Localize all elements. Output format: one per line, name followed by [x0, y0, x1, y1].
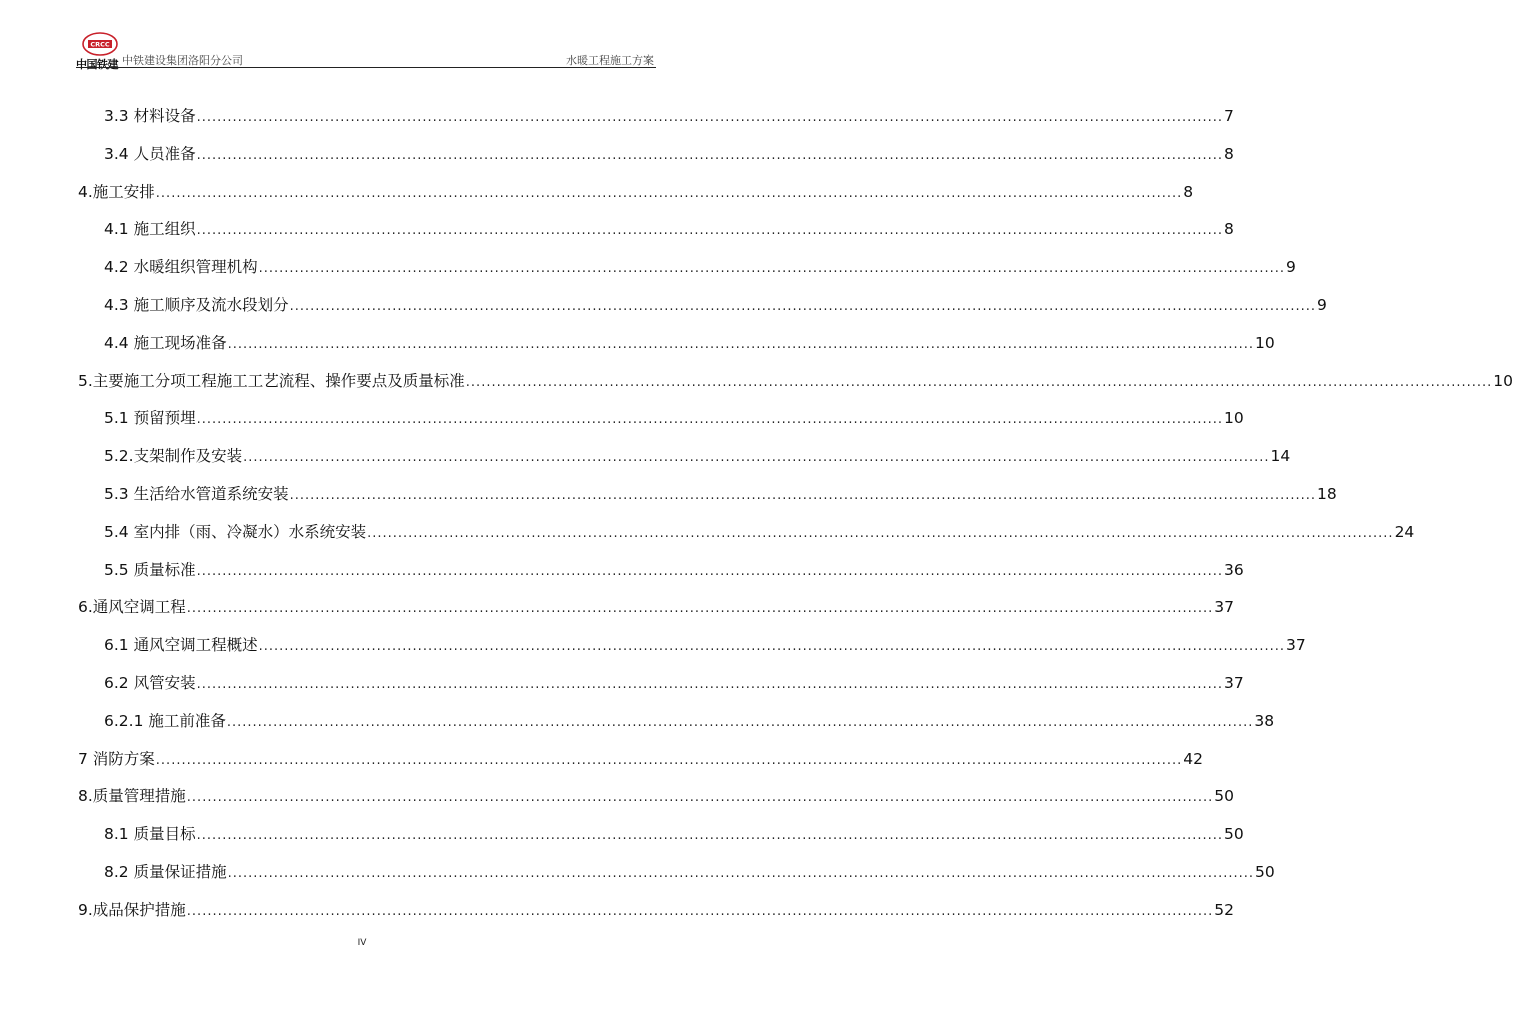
toc-entry-title: 3.4 人员准备: [104, 144, 196, 163]
toc-entry[interactable]: [78, 211, 1234, 249]
svg-text:CRCC: CRCC: [90, 40, 110, 49]
toc-dot-leader: ........................................................................................................................................................................................................: [465, 374, 1493, 390]
toc-entry[interactable]: [78, 400, 1244, 438]
toc-dot-leader: ........................................................................................................................................................................................................: [258, 261, 1286, 277]
toc-dot-leader: ........................................................................................................................................................................................................: [186, 903, 1214, 919]
toc-dot-leader: ........................................................................................................................................................................................................: [186, 601, 1214, 617]
toc-entry-page: 42: [1183, 749, 1203, 768]
toc-dot-leader: ........................................................................................................................................................................................................: [196, 563, 1224, 579]
toc-dot-leader: ........................................................................................................................................................................................................: [155, 185, 1183, 201]
toc-entry-page: 37: [1214, 598, 1234, 617]
toc-entry-page: 37: [1224, 673, 1244, 692]
toc-entry-page: 52: [1214, 900, 1234, 919]
header-divider: [76, 67, 656, 68]
toc-entry-page: 8: [1183, 182, 1194, 201]
toc-entry[interactable]: [78, 552, 1244, 590]
toc-entry-title: 5.4 室内排（雨、冷凝水）水系统安装: [104, 522, 367, 541]
table-of-contents: [78, 98, 1513, 930]
logo-text: 中国铁建: [76, 58, 118, 71]
toc-dot-leader: ........................................................................................................................................................................................................: [227, 336, 1255, 352]
toc-entry-title: 6.2.1 施工前准备: [104, 711, 226, 730]
toc-entry[interactable]: [78, 98, 1234, 136]
toc-entry-page: 50: [1214, 787, 1234, 806]
toc-entry-title: 8.1 质量目标: [104, 825, 196, 844]
toc-entry[interactable]: [78, 363, 1513, 401]
toc-dot-leader: ........................................................................................................................................................................................................: [227, 865, 1255, 881]
toc-entry-title: 8.质量管理措施: [78, 787, 186, 806]
toc-dot-leader: ........................................................................................................................................................................................................: [196, 147, 1224, 163]
toc-entry-page: 9: [1286, 258, 1296, 277]
toc-dot-leader: ........................................................................................................................................................................................................: [155, 752, 1183, 768]
toc-dot-leader: ........................................................................................................................................................................................................: [196, 223, 1224, 239]
toc-entry-page: 9: [1317, 295, 1327, 314]
toc-dot-leader: ........................................................................................................................................................................................................: [289, 298, 1317, 314]
toc-entry-title: 5.3 生活给水管道系统安装: [104, 484, 289, 503]
toc-entry[interactable]: [78, 778, 1234, 816]
crcc-logo: [76, 30, 126, 71]
toc-dot-leader: ........................................................................................................................................................................................................: [186, 790, 1214, 806]
toc-entry-title: 9.成品保护措施: [78, 900, 186, 919]
toc-entry-page: 50: [1224, 825, 1244, 844]
toc-entry[interactable]: [78, 892, 1234, 930]
toc-entry-page: 18: [1317, 484, 1337, 503]
toc-entry-title: 6.通风空调工程: [78, 598, 186, 617]
toc-dot-leader: ........................................................................................................................................................................................................: [243, 450, 1270, 466]
toc-entry-page: 36: [1224, 560, 1244, 579]
toc-dot-leader: ........................................................................................................................................................................................................: [196, 676, 1224, 692]
toc-entry-page: 8: [1224, 220, 1234, 239]
toc-dot-leader: ........................................................................................................................................................................................................: [196, 110, 1224, 125]
toc-entry[interactable]: [78, 249, 1296, 287]
toc-entry[interactable]: [78, 136, 1234, 174]
toc-entry-title: 5.5 质量标准: [104, 560, 196, 579]
toc-entry[interactable]: [78, 476, 1337, 514]
toc-entry[interactable]: [78, 627, 1306, 665]
toc-entry-page: 24: [1394, 522, 1415, 541]
toc-entry-title: 3.3 材料设备: [104, 107, 196, 125]
crcc-logo-icon: [82, 32, 118, 56]
toc-entry[interactable]: [78, 514, 1415, 552]
toc-entry-page: 10: [1255, 333, 1275, 352]
toc-entry[interactable]: [78, 665, 1244, 703]
toc-entry[interactable]: [78, 854, 1275, 892]
toc-entry-page: 14: [1270, 447, 1291, 466]
toc-entry-title: 4.2 水暖组织管理机构: [104, 258, 258, 277]
toc-entry-title: 5.2.支架制作及安装: [104, 447, 243, 466]
toc-dot-leader: ........................................................................................................................................................................................................: [196, 412, 1224, 428]
toc-entry[interactable]: [78, 438, 1291, 476]
document-title: 水暖工程施工方案: [566, 54, 654, 67]
toc-dot-leader: ........................................................................................................................................................................................................: [226, 714, 1254, 730]
toc-entry[interactable]: [78, 174, 1194, 212]
toc-entry-page: 10: [1224, 409, 1244, 428]
toc-dot-leader: ........................................................................................................................................................................................................: [258, 639, 1286, 655]
toc-entry-page: 50: [1255, 862, 1275, 881]
toc-entry-title: 6.1 通风空调工程概述: [104, 636, 258, 655]
toc-entry[interactable]: [78, 703, 1275, 741]
toc-dot-leader: ........................................................................................................................................................................................................: [289, 487, 1317, 503]
toc-entry[interactable]: [78, 325, 1275, 363]
toc-entry-title: 6.2 风管安装: [104, 673, 196, 692]
toc-entry-title: 4.施工安排: [78, 182, 155, 201]
toc-entry-page: 37: [1286, 636, 1306, 655]
toc-entry-title: 4.3 施工顺序及流水段划分: [104, 295, 289, 314]
toc-entry-title: 4.1 施工组织: [104, 220, 196, 239]
toc-entry[interactable]: [78, 589, 1234, 627]
toc-entry-page: 8: [1224, 144, 1234, 163]
toc-entry-title: 5.1 预留预埋: [104, 409, 196, 428]
toc-entry-title: 8.2 质量保证措施: [104, 862, 227, 881]
toc-entry[interactable]: [78, 741, 1203, 779]
toc-entry-page: 38: [1254, 711, 1275, 730]
toc-entry-page: 7: [1224, 107, 1234, 125]
page-number: IV: [357, 938, 367, 948]
company-name: 中铁建设集团洛阳分公司: [122, 54, 243, 67]
toc-dot-leader: ........................................................................................................................................................................................................: [367, 525, 1394, 541]
toc-entry-title: 7 消防方案: [78, 749, 155, 768]
toc-entry-title: 4.4 施工现场准备: [104, 333, 227, 352]
toc-entry[interactable]: [78, 816, 1244, 854]
toc-entry[interactable]: [78, 287, 1327, 325]
toc-dot-leader: ........................................................................................................................................................................................................: [196, 828, 1224, 844]
toc-entry-page: 10: [1493, 371, 1513, 390]
page-header: [76, 30, 656, 70]
toc-entry-title: 5.主要施工分项工程施工工艺流程、操作要点及质量标准: [78, 371, 465, 390]
